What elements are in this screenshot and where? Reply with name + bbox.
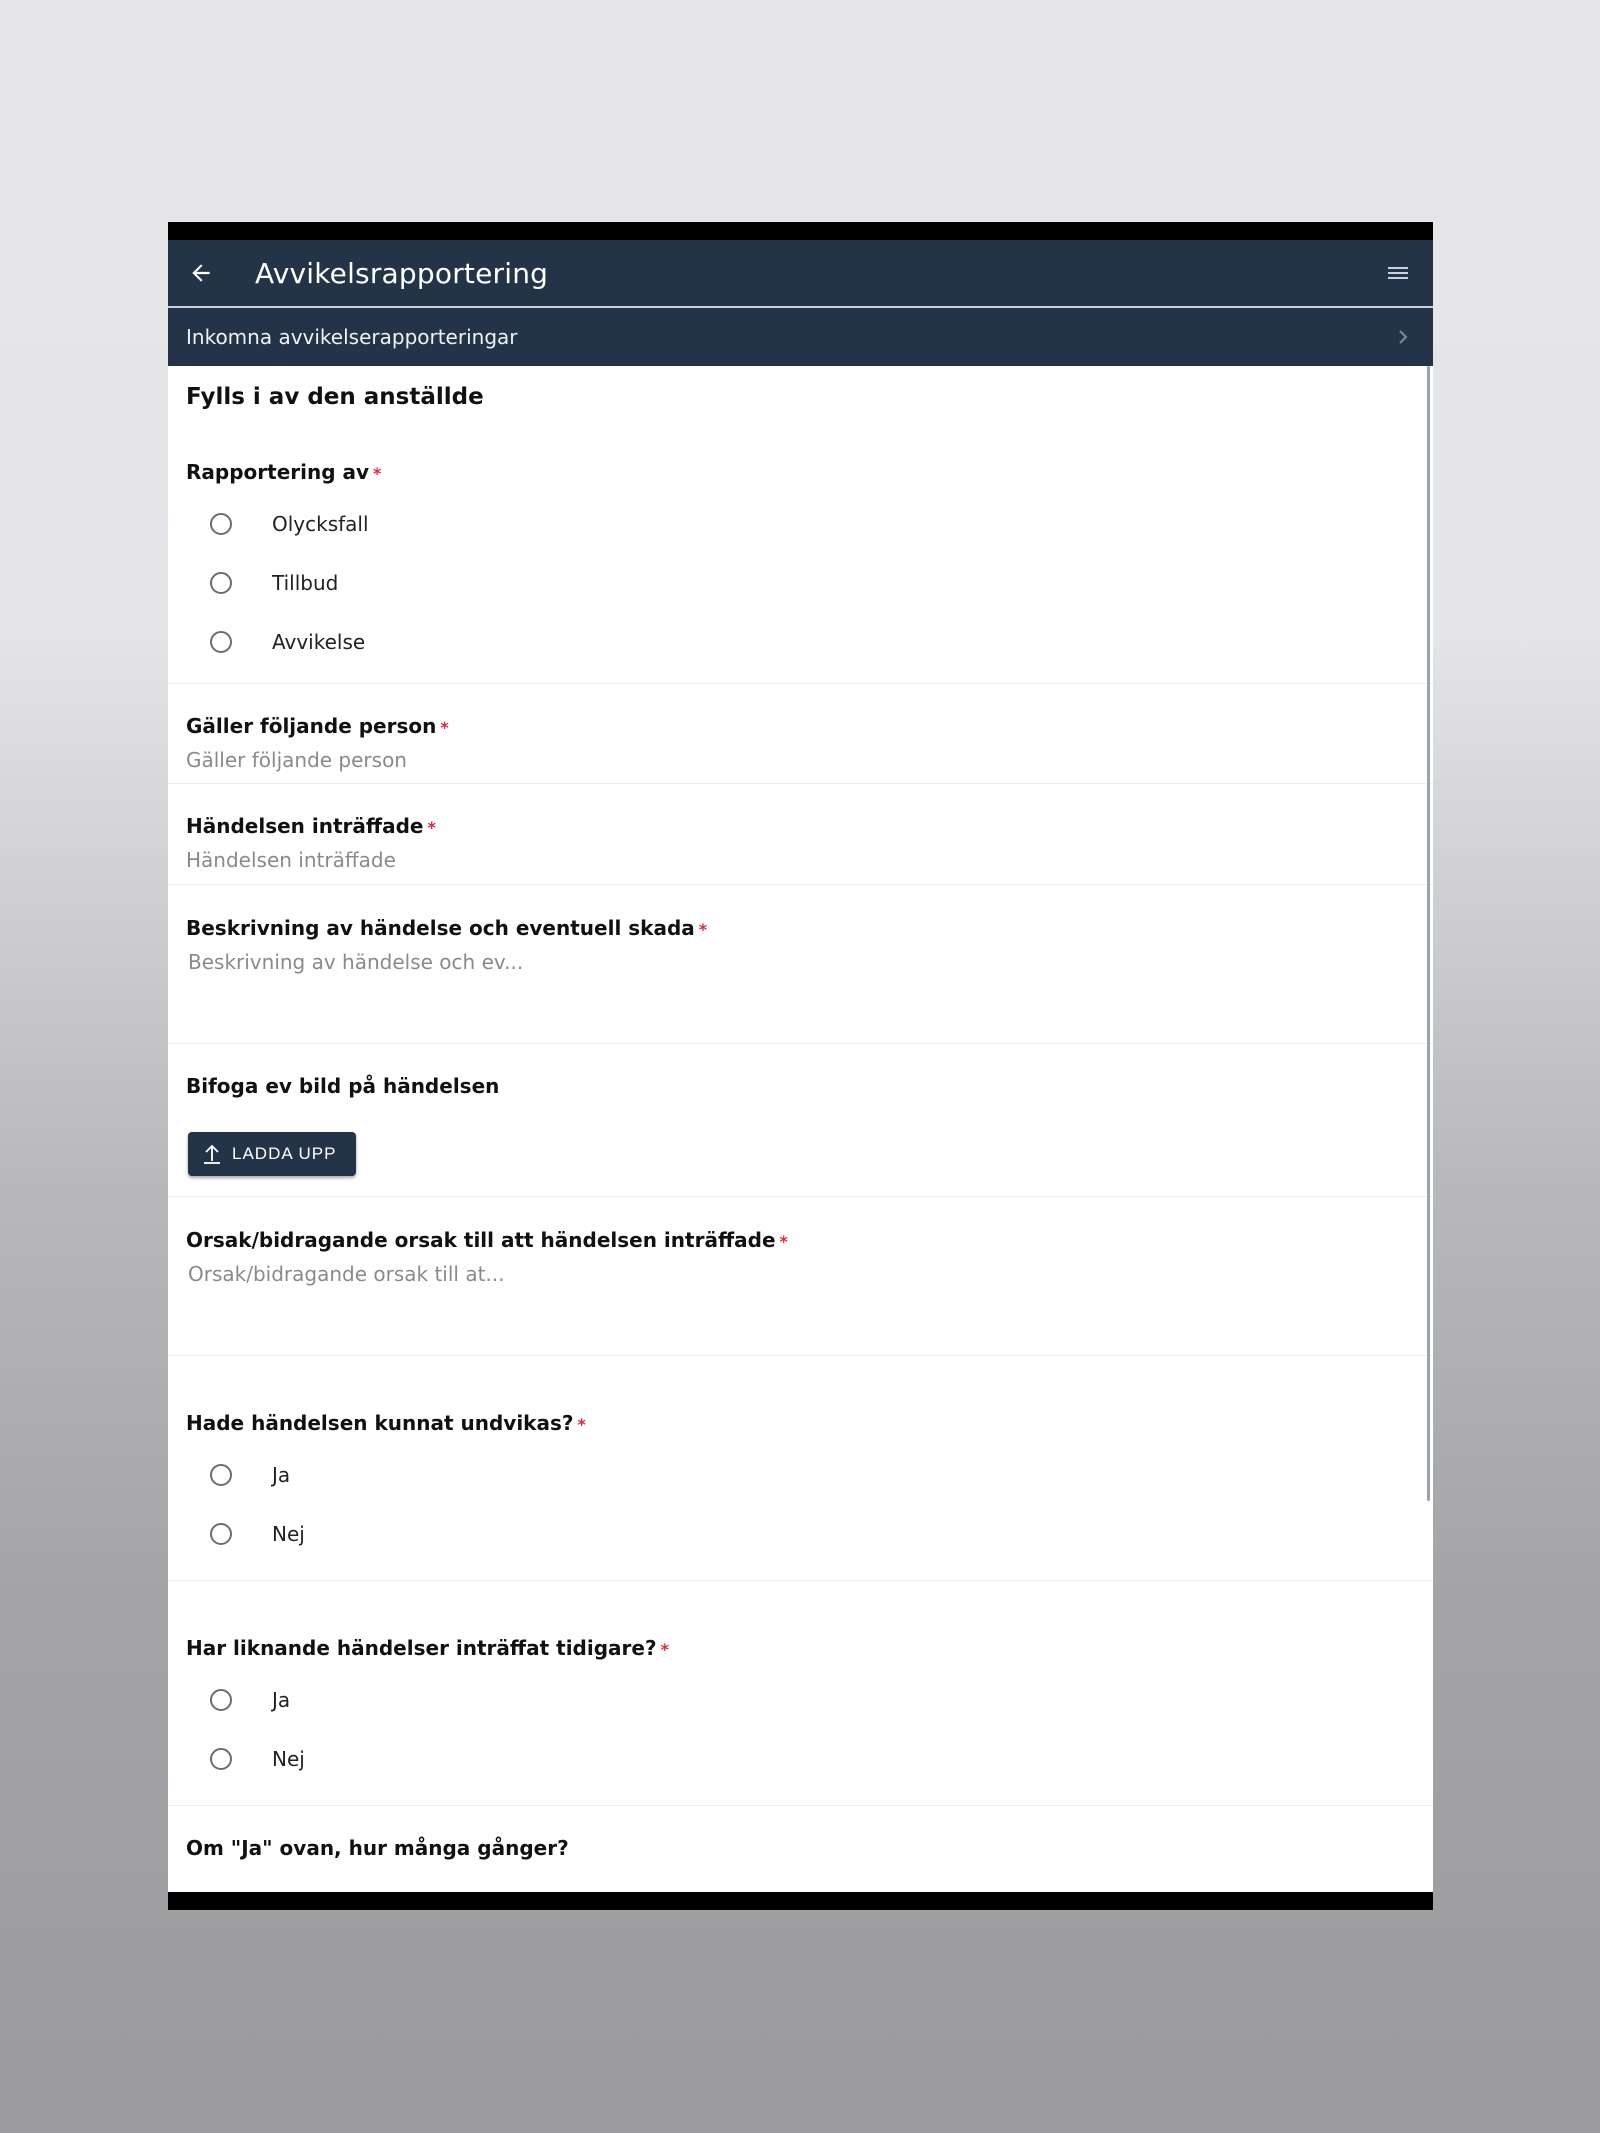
how-many-field[interactable] <box>168 1806 1433 1860</box>
radio-label: Olycksfall <box>272 511 369 536</box>
radio-label: Nej <box>272 1521 305 1546</box>
required-mark: * <box>779 1232 788 1251</box>
occurred-input[interactable]: Händelsen inträffade <box>186 848 396 872</box>
radio-label: Nej <box>272 1746 305 1771</box>
radio-button[interactable] <box>210 1523 232 1545</box>
radio-option-olycksfall[interactable] <box>186 494 1415 553</box>
radio-option-avvikelse[interactable] <box>186 612 1415 671</box>
arrow-left-icon <box>188 260 214 286</box>
occurred-field[interactable] <box>168 784 1433 885</box>
radio-label: Ja <box>272 1687 291 1712</box>
menu-button[interactable] <box>1363 240 1433 307</box>
hamburger-menu-icon <box>1386 261 1410 285</box>
description-label: Beskrivning av händelse och eventuell skada <box>186 916 695 940</box>
required-mark: * <box>373 464 382 483</box>
form-content[interactable] <box>168 366 1433 1910</box>
radio-label: Tillbud <box>272 570 339 595</box>
radio-label: Avvikelse <box>272 629 366 654</box>
required-mark: * <box>698 920 708 939</box>
app-bar <box>168 240 1433 308</box>
radio-label: Ja <box>272 1462 291 1487</box>
radio-option-nej[interactable] <box>186 1504 1415 1563</box>
description-textarea[interactable]: Beskrivning av händelse och ev... <box>188 950 524 974</box>
radio-button[interactable] <box>210 631 232 653</box>
device-bottom-bar <box>168 1892 1433 1910</box>
how-many-label: Om "Ja" ovan, hur många gånger? <box>186 1836 569 1860</box>
tablet-frame <box>168 222 1433 1910</box>
app-title: Avvikelsrapportering <box>255 256 549 290</box>
app-screen <box>168 240 1433 1910</box>
upload-button-label: LADDA UPP <box>232 1144 337 1163</box>
description-field[interactable] <box>168 885 1433 1044</box>
incoming-reports-link[interactable] <box>168 308 1433 366</box>
previous-group <box>168 1581 1433 1806</box>
radio-button[interactable] <box>210 1464 232 1486</box>
radio-button[interactable] <box>210 513 232 535</box>
avoidable-group <box>168 1356 1433 1581</box>
reporting-type-group <box>168 422 1433 684</box>
chevron-right-icon <box>1395 327 1411 347</box>
upload-button[interactable] <box>188 1132 356 1176</box>
radio-button[interactable] <box>210 1689 232 1711</box>
back-button[interactable] <box>168 240 235 307</box>
cause-textarea[interactable]: Orsak/bidragande orsak till at... <box>188 1262 505 1286</box>
attach-field <box>168 1044 1433 1197</box>
previous-label: Har liknande händelser inträffat tidigare? <box>186 1636 657 1660</box>
cause-field[interactable] <box>168 1197 1433 1356</box>
radio-option-nej[interactable] <box>186 1729 1415 1788</box>
radio-button[interactable] <box>210 1748 232 1770</box>
attach-label: Bifoga ev bild på händelsen <box>186 1074 500 1098</box>
person-label: Gäller följande person <box>186 714 437 738</box>
reporting-type-label: Rapportering av <box>186 460 370 484</box>
occurred-label: Händelsen inträffade <box>186 814 424 838</box>
required-mark: * <box>577 1415 586 1434</box>
required-mark: * <box>660 1640 669 1659</box>
cause-label: Orsak/bidragande orsak till att händelsen inträffade <box>186 1228 776 1252</box>
person-field[interactable] <box>168 684 1433 784</box>
upload-icon <box>202 1143 222 1165</box>
radio-option-ja[interactable] <box>186 1670 1415 1729</box>
radio-button[interactable] <box>210 572 232 594</box>
scrollbar[interactable] <box>1427 366 1430 1501</box>
person-input[interactable]: Gäller följande person <box>186 748 407 772</box>
section-title: Fylls i av den anställde <box>186 384 484 410</box>
avoidable-label: Hade händelsen kunnat undvikas? <box>186 1411 574 1435</box>
required-mark: * <box>427 818 436 837</box>
required-mark: * <box>440 718 449 737</box>
radio-option-ja[interactable] <box>186 1445 1415 1504</box>
radio-option-tillbud[interactable] <box>186 553 1415 612</box>
incoming-reports-label: Inkomna avvikelserapporteringar <box>186 325 518 349</box>
